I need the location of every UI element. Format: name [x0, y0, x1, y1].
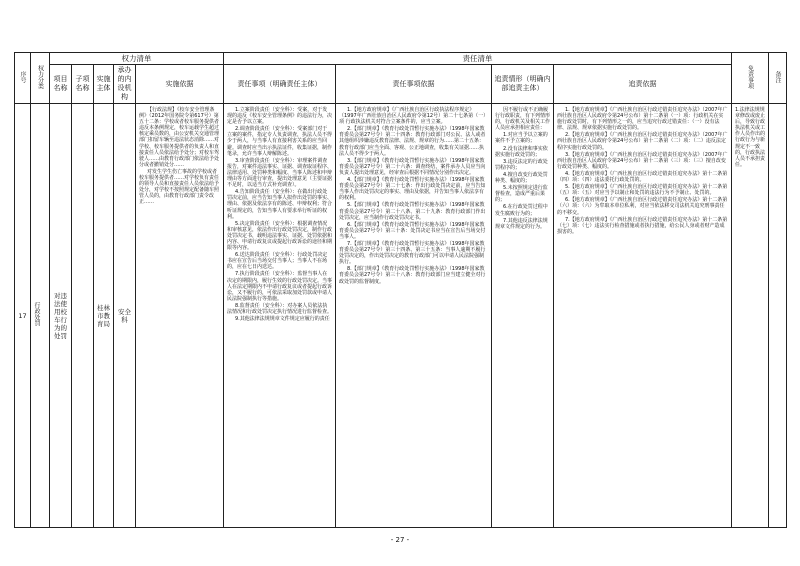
basis-paragraph: 【行政法规】《校车安全管理条例》（2012年国务院令第617号）第五十二条：学校或者校车服务提供者违反本条例规定，校车运载学生超过核定乘员数的，由公安机关交通管理部门扣留车辆至违法状态消除……对学校、校车服务提供者的负责人和直接责任人员依法给予处分；对校车驾驶人……由教育行政部门依法给予处分或者撤销处分……	[139, 107, 220, 168]
accountability-item: 因不履行或不正确履行行政职责，有下列情形的，行政机关及相关工作人员应承担相应责任：	[495, 107, 551, 132]
header-resp-basis: 责任事项依据	[336, 65, 492, 104]
header-resp-items: 责任事项（明确责任主体）	[224, 65, 336, 104]
row-resp-basis	[336, 104, 492, 528]
accountability-item: 2.没有法律和事实依据实施行政处罚的；	[495, 145, 548, 158]
resp-basis-item: 3.【部门规章】《教育行政处罚暂行实施办法》（1998年国家教育委员会第27号令）第二十六条：调查终结，案件承办人员应当向负责人提出处理意见，经审查后根据不同情况分别作出决定。	[339, 157, 486, 176]
accountability-item: 6.在行政处罚过程中发生腐败行为的；	[495, 204, 548, 217]
row-resp-items	[224, 104, 336, 528]
header-seq: 序号	[15, 53, 31, 104]
accountability-item: 5.未按照规定进行监督检查，造成严重后果的；	[495, 185, 548, 204]
resp-item: 6.送达阶段责任（安全科）：行政处罚决定书应在宣告后当场交付当事人；当事人不在场的，应在七日内送达。	[227, 252, 328, 271]
row-subject: 桂林市教育局	[94, 104, 114, 528]
resp-item: 4.告知阶段责任（安全科）：在做出行政处罚决定前，应当告知当事人拟作出处罚的事实、理由、依据及依法享有的陈述、申辩权利；符合听证规定的，告知当事人有要求举行听证的权利。	[227, 189, 333, 220]
resp-item: 5.决定阶段责任（安全科）：根据调查情况和审核意见，依法作出行政处罚决定，制作行政处罚决定书，载明违法事实、证据、处罚依据和内容、申请行政复议或提起行政诉讼的途径和期限等内容。	[227, 220, 333, 252]
accountability-item: 1.对应当予以立案的案件不予立案的；	[495, 132, 548, 145]
header-subject: 实施主体	[94, 65, 114, 104]
row-exemption: 1.法律法规规章修改或废止后，导致行政执法机关或工作人员作出的行政行为与新规定不一致的，行政执法人员不承担责任。	[732, 104, 769, 528]
resp-item: 7.执行阶段责任（安全科）：监督当事人在决定的期限内，履行生效的行政处罚决定。当事人在法定期限内不申请行政复议或者提起行政诉讼，又不履行的，可依法采取加处罚款或申请人民法院强制执行等措施。	[227, 271, 333, 302]
resp-item: 2.调查阶段责任（安全科）：受案部门对于立案的案件，指定专人负责调查，执法人员不得少于两人，与当事人有直接利害关系的应当回避。调查时应当出示执法证件，收集证据，制作笔录，允许当事人辩解陈述。	[227, 126, 333, 157]
resp-basis-item: 2.【部门规章】《教育行政处罚暂行实施办法》（1998年国家教育委员会第27号令）第二十四条：教育行政部门对公民、法人或者其他组织涉嫌违反教育法律、法规、规章的行为……第二十五条：教育行政部门应当全面、客观、公正地调查，收集有关证据……执法人员不得少于两人。	[339, 126, 486, 157]
row-basis	[136, 104, 224, 528]
header-dept: 承办的内设机构	[114, 65, 136, 104]
header-exemption: 免责事项	[732, 53, 769, 104]
row-remarks	[769, 104, 787, 528]
header-accountability-basis: 追责依据	[554, 65, 732, 104]
accountability-item: 4.擅自改变行政处罚种类、幅度的；	[495, 171, 548, 185]
row-item-name: 对违法使用校车行为的处罚	[50, 104, 72, 528]
header-sub-item-name: 子项名称	[72, 65, 94, 104]
accountability-item: 3.违反法定的行政处罚程序的；	[495, 158, 548, 171]
row-sub-item-name	[72, 104, 94, 528]
header-item-name: 项目名称	[50, 65, 72, 104]
row-dept: 安全科	[114, 104, 136, 528]
resp-basis-item: 5.【部门规章】《教育行政处罚暂行实施办法》（1998年国家教育委员会第27号令）第二十八条、第二十九条：教育行政部门作出处罚决定，应当制作行政处罚决定书。	[339, 202, 486, 221]
resp-basis-item: 7.【部门规章】《教育行政处罚暂行实施办法》（1998年国家教育委员会第27号令）第三十四条、第三十五条：当事人逾期不履行处罚决定的，作出处罚决定的教育行政部门可以申请人民法院强制执行。	[339, 240, 486, 266]
power-responsibility-table	[14, 52, 786, 528]
accountability-basis-item: 1.【地方政府规章】《广西壮族自治区行政过错责任追究办法》（2007年广西壮族自治区人民政府令第24号公布）第十二条第（一）项：行政机关在实施行政处罚时，有下列情形之一的，应当追究行政过错责任：（一）没有法律、法规、规章依据实施行政处罚的。	[557, 107, 728, 132]
accountability-basis-item: 3.【地方政府规章】《广西壮族自治区行政过错责任追究办法》（2007年广西壮族自治区人民政府令第24号公布）第十二条第（三）项：（三）擅自改变行政处罚种类、幅度的。	[557, 151, 728, 170]
row-seq: 17	[15, 104, 31, 528]
header-power-class: 权力分类	[31, 53, 50, 104]
table-row	[15, 104, 787, 528]
header-remarks: 备注	[769, 53, 787, 104]
accountability-basis-item: 4.【地方政府规章】《广西壮族自治区行政过错责任追究办法》第十二条第（四）项：（四）违法委托行政处罚的。	[557, 170, 728, 184]
row-accountability	[492, 104, 554, 528]
resp-item: 1.立案阶段责任（安全科）：受案，对于发现的违反《校车安全管理条例》的违法行为，决定是否予以立案。	[227, 107, 333, 126]
row-accountability-basis	[554, 104, 732, 528]
header-power-list: 权力清单	[50, 53, 224, 65]
row-power-class: 行政处罚	[31, 104, 50, 528]
resp-basis-item: 8.【部门规章】《教育行政处罚暂行实施办法》（1998年国家教育委员会第27号令）第三十八条：教育行政部门应当建立健全对行政处罚的监督制度。	[339, 266, 486, 285]
resp-basis-item: 1.【地方政府规章】《广西壮族自治区行政执法程序规定》（1997年广西壮族自治区人民政府令第12号）第二十七条第（一）项 行政执法机关对符合立案条件的，应当立案。	[339, 107, 486, 126]
header-accountability: 追责情形（明确内部追责主体）	[492, 65, 554, 104]
accountability-basis-item: 5.【地方政府规章】《广西壮族自治区行政过错责任追究办法》第十二条第（五）项：（五）对应当予以制止和处罚的违法行为不予制止、处罚的。	[557, 184, 728, 197]
resp-item: 3.审查阶段责任（安全科）：审理案件调查报告，对案件违法事实、证据、调查取证程序、法律适用、处罚种类和幅度、当事人陈述和申辩理由等方面进行审查，提出处理意见（主要证据不足时，以适当方式补充调查）。	[227, 157, 333, 189]
resp-item: 9.其他法律法规规章文件规定应履行的责任	[235, 316, 330, 323]
accountability-basis-item: 6.【地方政府规章】《广西壮族自治区行政过错责任追究办法》第十二条第（六）项：（六）为牟取本单位私利，对应当依法移交司法机关追究刑事责任的不移交。	[557, 197, 728, 216]
resp-basis-item: 6.【部门规章】《教育行政处罚暂行实施办法》（1998年国家教育委员会第27号令）第三十条：处罚决定书应当在宣告后当场交付当事人。	[339, 221, 486, 240]
resp-basis-item: 4.【部门规章】《教育行政处罚暂行实施办法》（1998年国家教育委员会第27号令）第二十七条：作出行政处罚决定前，应当告知当事人作出处罚决定的事实、理由及依据，并告知当事人依法享有的权利。	[339, 177, 486, 202]
header-basis: 实施依据	[136, 65, 224, 104]
header-responsibility-list: 责任清单	[224, 53, 732, 65]
resp-item: 8.监督责任（安全科）：对办案人员依法执法情况和行政处罚决定执行情况进行监督检查。	[227, 302, 333, 315]
basis-paragraph: 对发生学生伤亡事故的学校或者校车服务提供者……对学校负有责任的领导人员和直接责任人员依法给予处分，对学校不按照规定配备随车照管人员的，由教育行政部门责令改正……	[139, 168, 220, 206]
page-number: - 27 -	[390, 536, 410, 544]
accountability-basis-item: 7.【地方政府规章】《广西壮族自治区行政过错责任追究办法》第十二条第（七）项：（七）违法实行检查措施或者执行措施，给公民人身或者财产造成损害的。	[557, 216, 728, 235]
accountability-item: 7.其他违反法律法规规章文件规定的行为。	[495, 217, 548, 230]
accountability-basis-item: 2.【地方政府规章】《广西壮族自治区行政过错责任追究办法》（2007年广西壮族自治区人民政府令第24号公布）第十二条第（二）项：（二）违反法定程序实施行政处罚的。	[557, 132, 728, 151]
